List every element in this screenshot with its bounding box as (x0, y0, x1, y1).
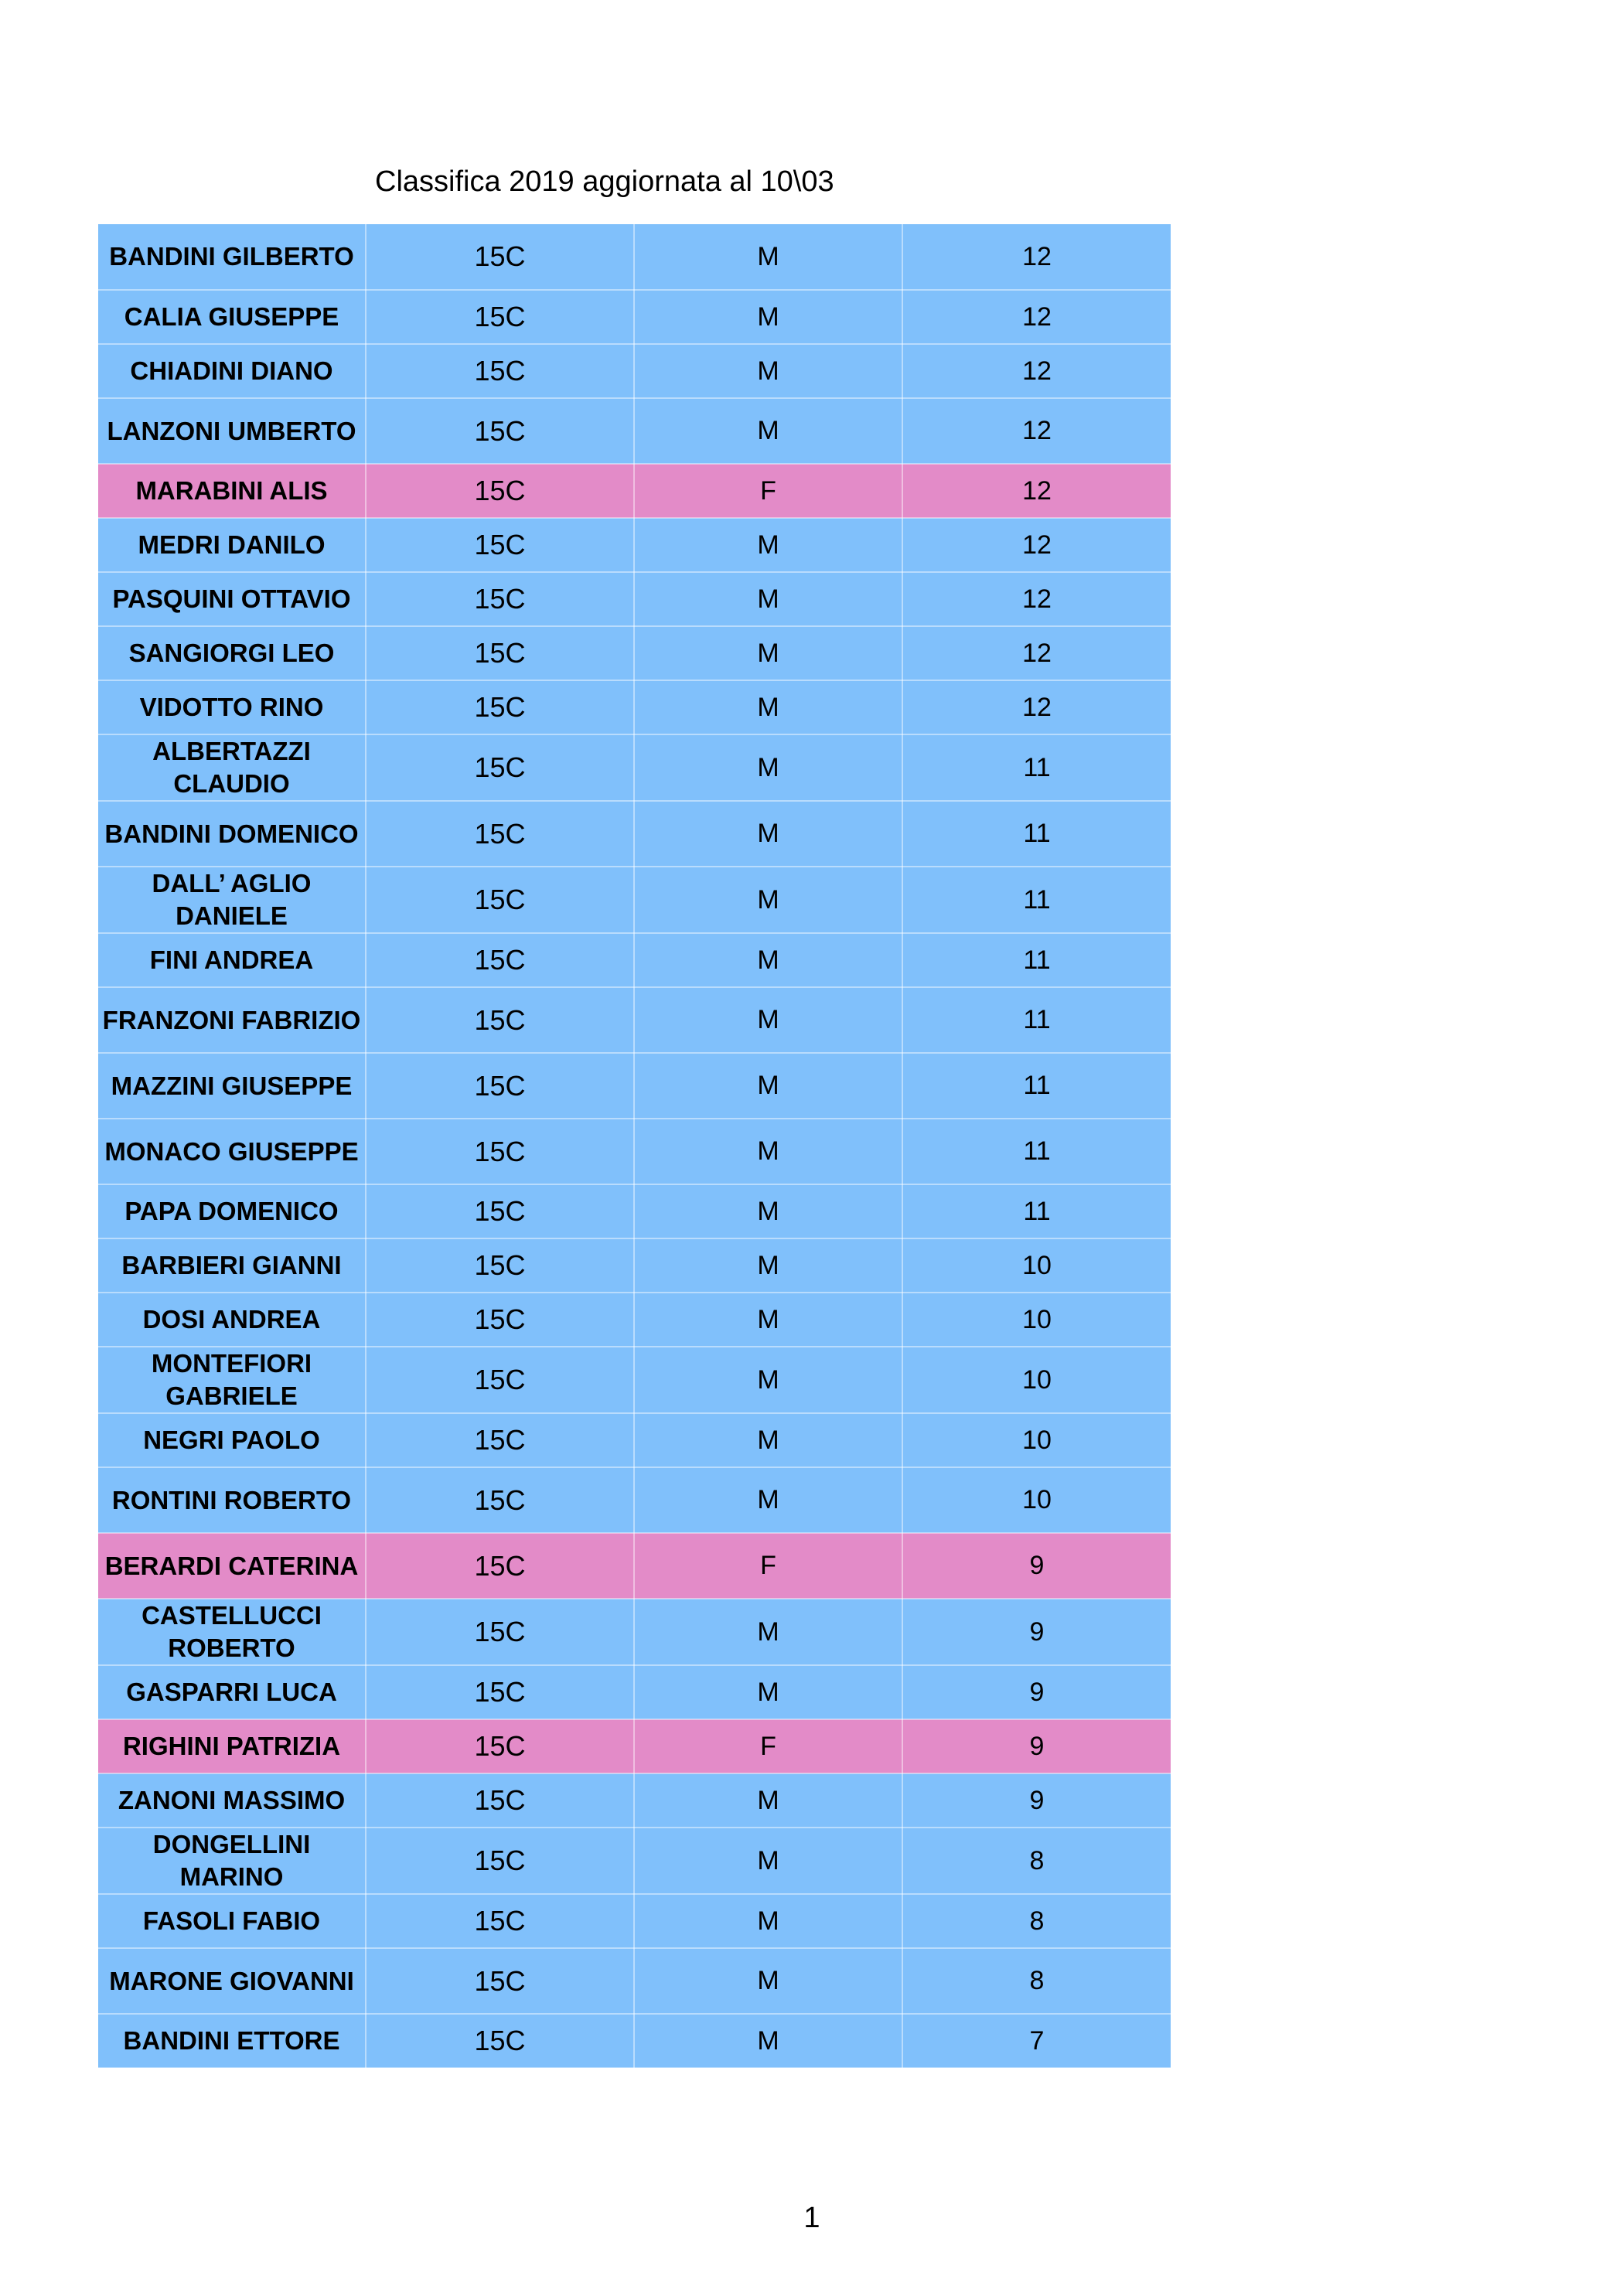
row-name: MONACO GIUSEPPE (98, 1119, 366, 1184)
row-category: 15C (366, 987, 634, 1053)
row-points: 11 (902, 801, 1171, 867)
table-row (98, 224, 1171, 290)
row-points: 10 (902, 1293, 1171, 1347)
table-row (98, 572, 1171, 626)
table-row (98, 2014, 1171, 2068)
table-row (98, 1413, 1171, 1467)
table-row (98, 1828, 1171, 1894)
table-row (98, 1719, 1171, 1773)
row-points: 7 (902, 2014, 1171, 2068)
row-category: 15C (366, 680, 634, 734)
row-name: BANDINI ETTORE (98, 2014, 366, 2068)
row-name: NEGRI PAOLO (98, 1413, 366, 1467)
row-points: 12 (902, 290, 1171, 344)
row-points: 9 (902, 1665, 1171, 1719)
row-sex: M (634, 518, 902, 572)
row-sex: M (634, 1238, 902, 1293)
row-points: 12 (902, 626, 1171, 680)
row-name: DOSI ANDREA (98, 1293, 366, 1347)
row-name: BARBIERI GIANNI (98, 1238, 366, 1293)
row-sex: M (634, 933, 902, 987)
row-sex: M (634, 1773, 902, 1828)
table-row (98, 1347, 1171, 1413)
row-category: 15C (366, 464, 634, 518)
row-points: 12 (902, 518, 1171, 572)
row-sex: M (634, 626, 902, 680)
row-sex: M (634, 1347, 902, 1413)
table-row (98, 1238, 1171, 1293)
row-sex: M (634, 867, 902, 933)
row-name: MARONE GIOVANNI (98, 1948, 366, 2014)
row-points: 10 (902, 1347, 1171, 1413)
row-sex: M (634, 344, 902, 398)
row-points: 12 (902, 398, 1171, 464)
row-sex: M (634, 1948, 902, 2014)
table-row (98, 1184, 1171, 1238)
table-row (98, 1293, 1171, 1347)
table-row (98, 1948, 1171, 2014)
row-category: 15C (366, 224, 634, 290)
row-category: 15C (366, 801, 634, 867)
row-sex: M (634, 734, 902, 801)
row-category: 15C (366, 1347, 634, 1413)
row-sex: M (634, 987, 902, 1053)
row-sex: F (634, 1719, 902, 1773)
row-name: ALBERTAZZI CLAUDIO (98, 734, 366, 801)
row-category: 15C (366, 1053, 634, 1119)
row-name: LANZONI UMBERTO (98, 398, 366, 464)
table-row (98, 290, 1171, 344)
row-sex: M (634, 1599, 902, 1665)
table-row (98, 987, 1171, 1053)
row-sex: M (634, 1665, 902, 1719)
row-sex: M (634, 1293, 902, 1347)
row-points: 11 (902, 987, 1171, 1053)
table-row (98, 344, 1171, 398)
row-category: 15C (366, 1238, 634, 1293)
row-sex: M (634, 1894, 902, 1948)
row-name: GASPARRI LUCA (98, 1665, 366, 1719)
row-sex: M (634, 572, 902, 626)
row-name: PASQUINI OTTAVIO (98, 572, 366, 626)
row-points: 11 (902, 1119, 1171, 1184)
row-category: 15C (366, 626, 634, 680)
row-points: 11 (902, 867, 1171, 933)
row-sex: M (634, 290, 902, 344)
row-points: 10 (902, 1467, 1171, 1533)
row-category: 15C (366, 1665, 634, 1719)
row-sex: M (634, 398, 902, 464)
row-sex: M (634, 1413, 902, 1467)
row-points: 12 (902, 680, 1171, 734)
row-name: MONTEFIORI GABRIELE (98, 1347, 366, 1413)
row-category: 15C (366, 1533, 634, 1599)
row-sex: F (634, 464, 902, 518)
row-sex: M (634, 801, 902, 867)
table-row (98, 1053, 1171, 1119)
row-name: MAZZINI GIUSEPPE (98, 1053, 366, 1119)
row-category: 15C (366, 1773, 634, 1828)
page-number: 1 (803, 2202, 820, 2234)
row-name: FASOLI FABIO (98, 1894, 366, 1948)
row-name: ZANONI MASSIMO (98, 1773, 366, 1828)
table-row (98, 1773, 1171, 1828)
row-category: 15C (366, 572, 634, 626)
row-points: 9 (902, 1533, 1171, 1599)
page-title: Classifica 2019 aggiornata al 10\03 (375, 165, 834, 198)
row-points: 9 (902, 1599, 1171, 1665)
row-name: BANDINI DOMENICO (98, 801, 366, 867)
row-category: 15C (366, 1413, 634, 1467)
row-sex: M (634, 2014, 902, 2068)
row-sex: M (634, 1467, 902, 1533)
row-category: 15C (366, 1119, 634, 1184)
table-row (98, 626, 1171, 680)
row-sex: M (634, 1828, 902, 1894)
row-category: 15C (366, 933, 634, 987)
row-points: 8 (902, 1894, 1171, 1948)
row-points: 11 (902, 734, 1171, 801)
table-row (98, 867, 1171, 933)
row-points: 11 (902, 1184, 1171, 1238)
table-row (98, 1533, 1171, 1599)
row-category: 15C (366, 1467, 634, 1533)
row-category: 15C (366, 734, 634, 801)
row-points: 9 (902, 1773, 1171, 1828)
row-sex: M (634, 680, 902, 734)
row-name: BANDINI GILBERTO (98, 224, 366, 290)
row-category: 15C (366, 344, 634, 398)
row-name: CASTELLUCCI ROBERTO (98, 1599, 366, 1665)
row-category: 15C (366, 1828, 634, 1894)
row-points: 11 (902, 1053, 1171, 1119)
row-category: 15C (366, 867, 634, 933)
row-name: PAPA DOMENICO (98, 1184, 366, 1238)
row-category: 15C (366, 1894, 634, 1948)
row-points: 8 (902, 1948, 1171, 2014)
table-row (98, 1665, 1171, 1719)
ranking-table (98, 224, 1171, 2069)
row-name: RONTINI ROBERTO (98, 1467, 366, 1533)
table-row (98, 734, 1171, 801)
row-category: 15C (366, 1948, 634, 2014)
row-category: 15C (366, 398, 634, 464)
row-name: SANGIORGI LEO (98, 626, 366, 680)
row-points: 10 (902, 1413, 1171, 1467)
table-row (98, 464, 1171, 518)
row-category: 15C (366, 1719, 634, 1773)
row-sex: M (634, 224, 902, 290)
row-name: FRANZONI FABRIZIO (98, 987, 366, 1053)
row-name: CALIA GIUSEPPE (98, 290, 366, 344)
row-points: 9 (902, 1719, 1171, 1773)
row-name: CHIADINI DIANO (98, 344, 366, 398)
row-sex: M (634, 1053, 902, 1119)
row-sex: F (634, 1533, 902, 1599)
row-category: 15C (366, 1599, 634, 1665)
row-name: VIDOTTO RINO (98, 680, 366, 734)
table-row (98, 518, 1171, 572)
row-name: MARABINI ALIS (98, 464, 366, 518)
row-name: RIGHINI PATRIZIA (98, 1719, 366, 1773)
row-category: 15C (366, 1293, 634, 1347)
row-sex: M (634, 1184, 902, 1238)
table-row (98, 801, 1171, 867)
table-row (98, 1894, 1171, 1948)
table-row (98, 398, 1171, 464)
row-name: MEDRI DANILO (98, 518, 366, 572)
row-points: 12 (902, 344, 1171, 398)
row-points: 12 (902, 572, 1171, 626)
row-points: 8 (902, 1828, 1171, 1894)
row-points: 10 (902, 1238, 1171, 1293)
row-category: 15C (366, 290, 634, 344)
row-category: 15C (366, 1184, 634, 1238)
row-category: 15C (366, 2014, 634, 2068)
row-points: 12 (902, 224, 1171, 290)
row-name: DONGELLINI MARINO (98, 1828, 366, 1894)
table-row (98, 1599, 1171, 1665)
row-sex: M (634, 1119, 902, 1184)
ranking-table-body (98, 224, 1171, 2068)
table-row (98, 1119, 1171, 1184)
row-category: 15C (366, 518, 634, 572)
table-row (98, 933, 1171, 987)
table-row (98, 680, 1171, 734)
row-name: DALL’ AGLIO DANIELE (98, 867, 366, 933)
row-name: BERARDI CATERINA (98, 1533, 366, 1599)
table-row (98, 1467, 1171, 1533)
row-points: 12 (902, 464, 1171, 518)
row-points: 11 (902, 933, 1171, 987)
row-name: FINI ANDREA (98, 933, 366, 987)
